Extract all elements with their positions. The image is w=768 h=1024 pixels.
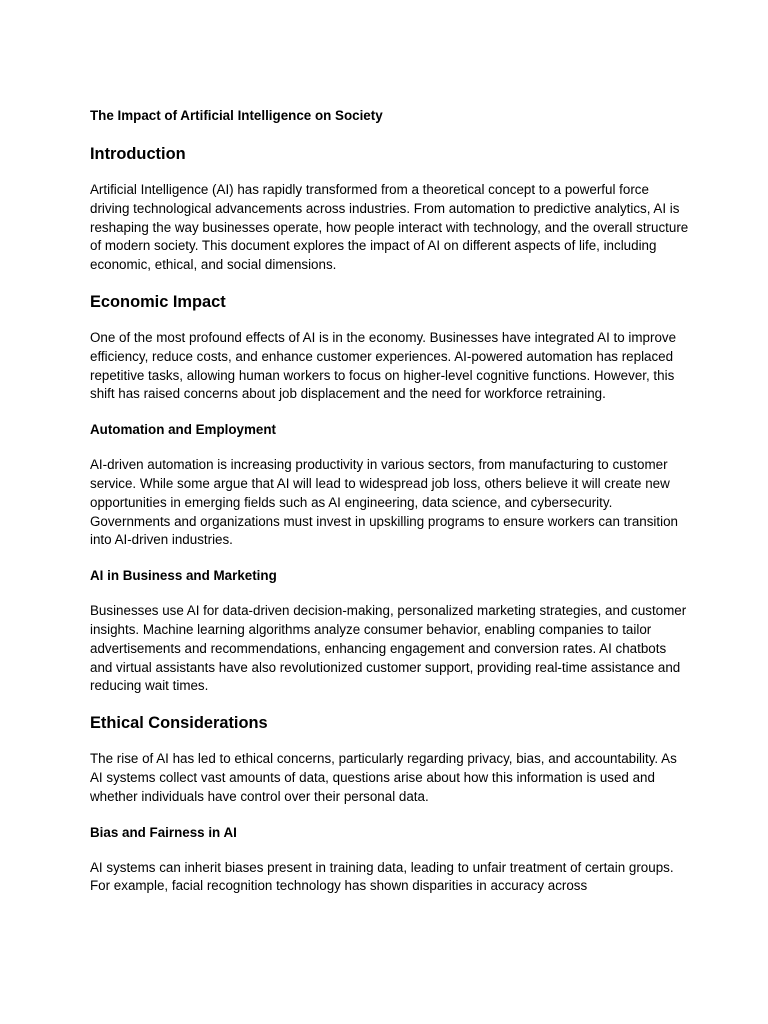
economic-impact-paragraph: One of the most profound effects of AI is in the economy. Businesses have integrated AI to improve efficiency, reduce costs, and enhance customer experiences. AI-powered automation has replaced repetitive tasks, allowing human workers to focus on higher-level cognitive functions. However, this shift has raised concerns about job displacement and the need for workforce retraining. bbox=[90, 329, 677, 402]
business-marketing-heading: AI in Business and Marketing bbox=[90, 568, 277, 584]
automation-employment-heading: Automation and Employment bbox=[90, 422, 276, 438]
automation-employment-paragraph: AI-driven automation is increasing productivity in various sectors, from manufacturing to customer service. While some argue that AI will lead to widespread job loss, others believe it will create new opportunities in emerging fields such as AI engineering, data science, and cybersecurity. Governments and organizations must invest in upskilling programs to ensure workers can transition into AI-driven industries. bbox=[90, 457, 678, 548]
ethical-considerations-heading: Ethical Considerations bbox=[90, 714, 268, 733]
document-page bbox=[90, 107, 690, 913]
bias-fairness-paragraph: AI systems can inherit biases present in training data, leading to unfair treatment of certain groups. For example, facial recognition technology has shown disparities in accuracy across bbox=[90, 859, 674, 894]
bias-fairness-heading: Bias and Fairness in AI bbox=[90, 824, 237, 840]
economic-impact-heading: Economic Impact bbox=[90, 292, 226, 311]
introduction-heading: Introduction bbox=[90, 145, 186, 163]
introduction-paragraph: Artificial Intelligence (AI) has rapidly transformed from a theoretical concept to a powerful force driving technological advancements across industries. From automation to predictive analytics, AI is reshaping the way businesses operate, how people interact with technology, and the overall structure of modern society. This document explores the impact of AI on different aspects of life, including economic, ethical, and social dimensions. bbox=[90, 182, 689, 273]
document-title: The Impact of Artificial Intelligence on Society bbox=[90, 108, 383, 123]
business-marketing-paragraph: Businesses use AI for data-driven decision-making, personalized marketing strategies, and customer insights. Machine learning algorithms analyze consumer behavior, enabling companies to tailor advertisements and recommendations, enhancing engagement and conversion rates. AI chatbots and virtual assistants have also revolutionized customer support, providing real-time assistance and reducing wait times. bbox=[90, 603, 687, 694]
ethical-considerations-paragraph: The rise of AI has led to ethical concerns, particularly regarding privacy, bias, and accountability. As AI systems collect vast amounts of data, questions arise about how this information is used and whether individuals have control over their personal data. bbox=[90, 751, 677, 804]
